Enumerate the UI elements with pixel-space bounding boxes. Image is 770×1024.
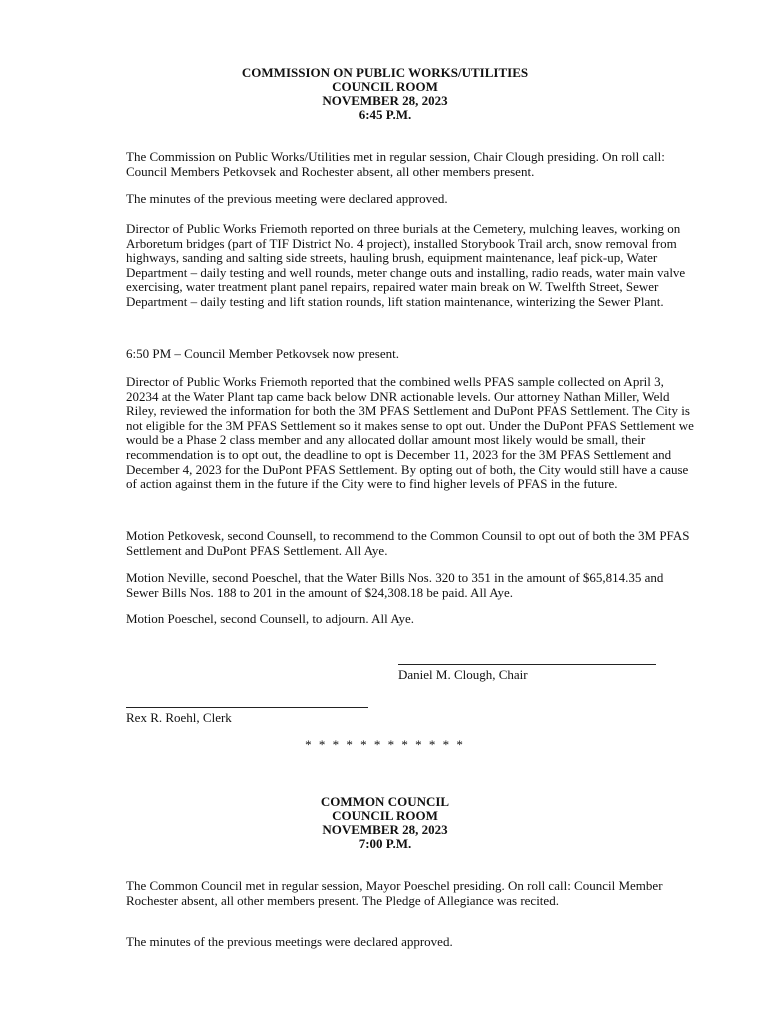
chair-signature-line (398, 664, 656, 665)
council-header (0, 795, 770, 851)
paragraph-roll-call: The Commission on Public Works/Utilities met in regular session, Chair Clough presiding. On roll call: Council Members Petkovsek and Rochester absent, all other members present. (126, 149, 665, 179)
header-location: COUNCIL ROOM (332, 808, 438, 823)
paragraph-pfas-report: Director of Public Works Friemoth reported that the combined wells PFAS sample collected on April 3, 20234 at the Water Plant tap came back below DNR actionable levels. Our attorney Nathan Miller, Weld Riley, reviewed the information for both the 3M PFAS Settlement and DuPont PFAS Settlement. The City is not eligible for the 3M PFAS Settlement so it makes sense to opt out. Under the DuPont PFAS Settlement we would be a Phase 2 class member and any allocated dollar amount most likely would be small, their recommendation is to opt out, the deadline to opt is December 11, 2023 for the 3M PFAS Settlement and December 4, 2023 for the DuPont PFAS Settlement. By opting out of both, the City would still have a cause of action against them in the future if the City were to find higher levels of PFAS in the future. (126, 374, 694, 492)
paragraph-motion-adjourn: Motion Poeschel, second Counsell, to adjourn. All Aye. (126, 611, 415, 626)
paragraph-petkovsek-present: 6:50 PM – Council Member Petkovsek now present. (126, 346, 399, 361)
header-location: COUNCIL ROOM (332, 79, 438, 94)
chair-signature-label: Daniel M. Clough, Chair (398, 667, 528, 682)
paragraph-motion-opt-out: Motion Petkovesk, second Counsell, to recommend to the Common Counsil to opt out of both the 3M PFAS Settlement and DuPont PFAS Settlement. All Aye. (126, 528, 690, 558)
clerk-signature-line (126, 707, 368, 708)
paragraph-minutes: The minutes of the previous meeting were declared approved. (126, 191, 448, 206)
paragraph-motion-bills: Motion Neville, second Poeschel, that the Water Bills Nos. 320 to 351 in the amount of $65,814.35 and Sewer Bills Nos. 188 to 201 in the amount of $24,308.18 be paid. All Aye. (126, 570, 664, 600)
header-date: NOVEMBER 28, 2023 (322, 822, 448, 837)
paragraph-council-roll-call: The Common Council met in regular session, Mayor Poeschel presiding. On roll call: Council Member Rochester absent, all other members present. The Pledge of Allegiance was recited. (126, 878, 663, 908)
header-time: 6:45 P.M. (358, 107, 412, 122)
paragraph-council-minutes: The minutes of the previous meetings were declared approved. (126, 934, 453, 949)
header-time: 7:00 P.M. (358, 836, 412, 851)
clerk-signature-label: Rex R. Roehl, Clerk (126, 710, 232, 725)
header-title: COMMISSION ON PUBLIC WORKS/UTILITIES (241, 65, 529, 80)
commission-header (0, 66, 770, 122)
section-separator: * * * * * * * * * * * * (305, 737, 465, 752)
header-title: COMMON COUNCIL (320, 794, 450, 809)
header-date: NOVEMBER 28, 2023 (322, 93, 448, 108)
paragraph-director-report: Director of Public Works Friemoth reported on three burials at the Cemetery, mulching leaves, working on Arboretum bridges (part of TIF District No. 4 project), installed Storybook Trail arch, snow removal from highways, sanding and salting side streets, hauling brush, equipment maintenance, leaf pick-up, Water Department – daily testing and well rounds, meter change outs and installing, radio reads, water main valve exercising, water treatment plant panel repairs, repaired water main break on W. Twelfth Street, Sewer Department – daily testing and lift station rounds, lift station maintenance, winterizing the Sewer Plant. (126, 221, 686, 309)
